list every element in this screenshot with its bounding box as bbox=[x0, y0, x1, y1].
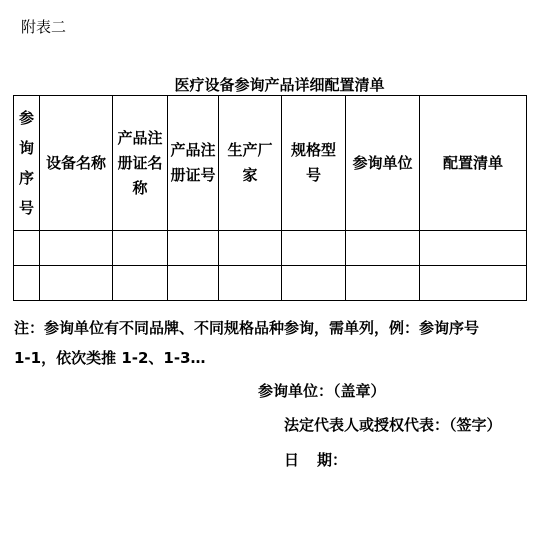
signature-unit: 参询单位：（盖章） bbox=[258, 382, 386, 400]
header-reg-cert-no: 产品注册证号 bbox=[168, 96, 219, 231]
note-line-2: 1-1，依次类推 1-2、1-3… bbox=[14, 349, 206, 367]
table-cell[interactable] bbox=[168, 231, 219, 266]
table-cell[interactable] bbox=[14, 231, 40, 266]
table-cell[interactable] bbox=[113, 266, 168, 301]
table-cell[interactable] bbox=[219, 266, 282, 301]
date-label-part-1: 日 bbox=[284, 451, 300, 469]
config-table bbox=[13, 95, 527, 301]
header-seq: 参询序号 bbox=[14, 96, 40, 231]
table-cell[interactable] bbox=[420, 231, 527, 266]
table-cell[interactable] bbox=[420, 266, 527, 301]
header-reg-cert-name: 产品注册证名称 bbox=[113, 96, 168, 231]
appendix-label: 附表二 bbox=[21, 18, 67, 36]
note-line-1: 注：参询单位有不同品牌、不同规格品种参询，需单列，例：参询序号 bbox=[14, 319, 480, 337]
table-cell[interactable] bbox=[346, 231, 420, 266]
table-cell[interactable] bbox=[168, 266, 219, 301]
header-inquiry-unit: 参询单位 bbox=[346, 96, 420, 231]
table-cell[interactable] bbox=[282, 231, 346, 266]
header-manufacturer: 生产厂家 bbox=[219, 96, 282, 231]
table-cell[interactable] bbox=[40, 266, 113, 301]
header-device-name: 设备名称 bbox=[40, 96, 113, 231]
table-row bbox=[14, 266, 527, 301]
header-spec-model: 规格型号 bbox=[282, 96, 346, 231]
table-cell[interactable] bbox=[346, 266, 420, 301]
table-row bbox=[14, 231, 527, 266]
table-cell[interactable] bbox=[40, 231, 113, 266]
document-title: 医疗设备参询产品详细配置清单 bbox=[174, 76, 385, 94]
signature-representative: 法定代表人或授权代表：（签字） bbox=[284, 416, 502, 434]
table-cell[interactable] bbox=[14, 266, 40, 301]
header-config-list: 配置清单 bbox=[420, 96, 527, 231]
note-text bbox=[14, 313, 534, 373]
signature-date bbox=[284, 449, 347, 470]
table-header-row bbox=[14, 96, 527, 231]
table-cell[interactable] bbox=[219, 231, 282, 266]
table-cell[interactable] bbox=[282, 266, 346, 301]
table-cell[interactable] bbox=[113, 231, 168, 266]
date-label-part-2: 期： bbox=[317, 451, 348, 469]
